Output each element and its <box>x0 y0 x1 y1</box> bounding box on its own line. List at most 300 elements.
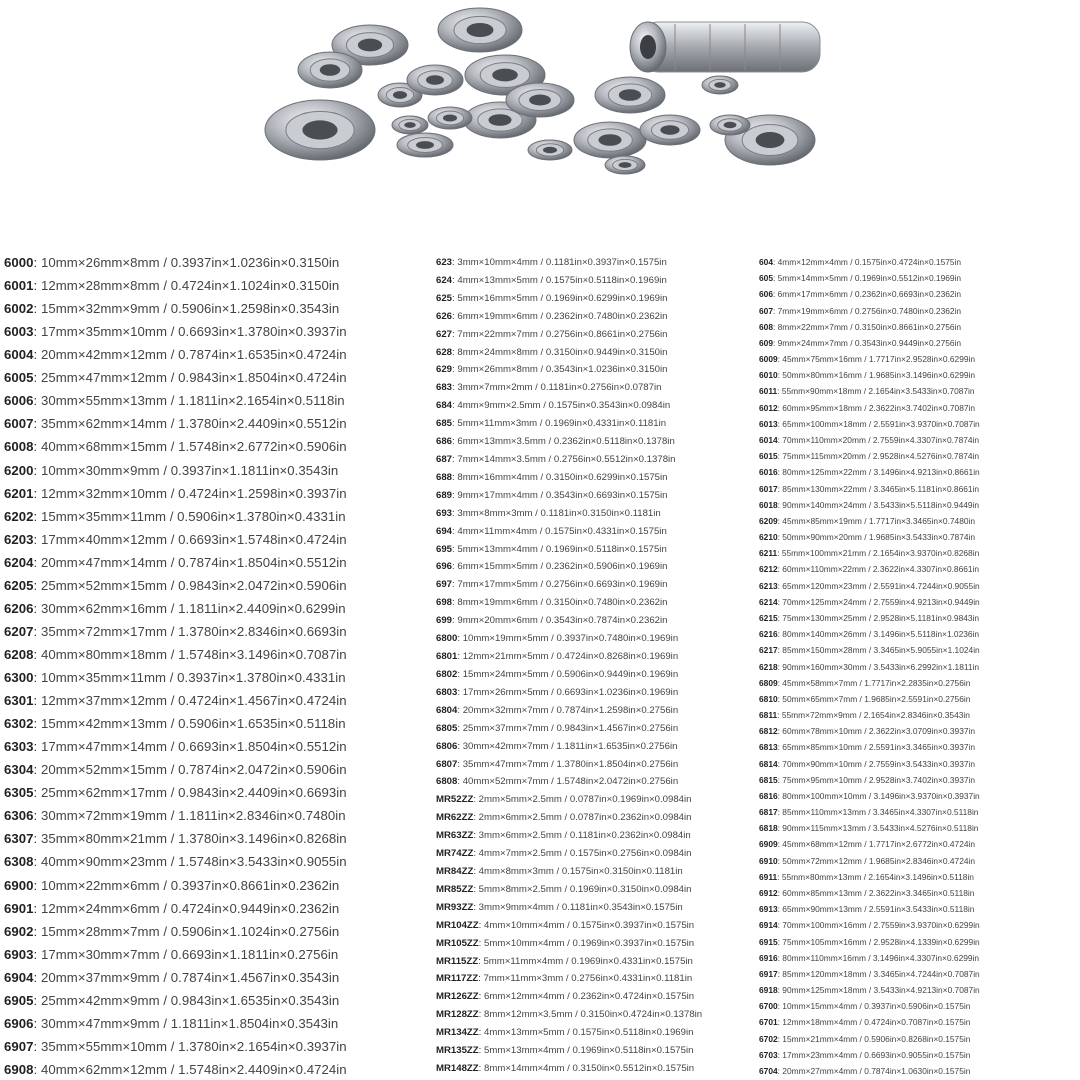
spec-row: 6902: 15mm×28mm×7mm / 0.5906in×1.1024in×0.2756in <box>4 923 340 939</box>
spec-row: 695: 5mm×13mm×4mm / 0.1969in×0.5118in×0.1575in <box>436 543 667 555</box>
spec-row: 6218: 90mm×160mm×30mm / 3.5433in×6.2992in×1.1811in <box>759 661 980 672</box>
spec-row: 685: 5mm×11mm×3mm / 0.1969in×0.4331in×0.1181in <box>436 418 667 430</box>
bearing-dimensions: 20mm×27mm×4mm / 0.7874in×1.0630in×0.1575in <box>782 1066 971 1076</box>
bearing-dimensions: 60mm×78mm×10mm / 2.3622in×3.0709in×0.3937in <box>782 726 976 737</box>
bearing-dimensions: 3mm×10mm×4mm / 0.1181in×0.3937in×0.1575in <box>457 257 667 268</box>
spec-row: 6014: 70mm×110mm×20mm / 2.7559in×4.3307in×0.7874in <box>759 434 980 445</box>
spec-row: 6004: 20mm×42mm×12mm / 0.7874in×1.6535in×0.4724in <box>4 347 347 363</box>
bearing-code: 688 <box>436 471 453 483</box>
bearing-code: 6813 <box>759 742 778 753</box>
bearing-code: MR148ZZ <box>436 1063 479 1074</box>
bearing-dimensions: 10mm×19mm×5mm / 0.3937in×0.7480in×0.1969in <box>462 633 679 645</box>
bearing-code: 6908 <box>4 1062 34 1077</box>
bearing-code: 6007 <box>4 416 34 432</box>
spec-row: 6006: 30mm×55mm×13mm / 1.1811in×2.1654in×0.5118in <box>4 393 345 409</box>
spec-row: 6007: 35mm×62mm×14mm / 1.3780in×2.4409in×0.5512in <box>4 416 347 432</box>
spec-row: 6013: 65mm×100mm×18mm / 2.5591in×3.9370in×0.7087in <box>759 418 980 429</box>
bearing-code: 6215 <box>759 612 778 623</box>
spec-row: MR52ZZ: 2mm×5mm×2.5mm / 0.0787in×0.1969in×0.0984in <box>436 794 692 806</box>
bearing-dimensions: 20mm×42mm×12mm / 0.7874in×1.6535in×0.4724in <box>40 347 347 363</box>
bearing-code: 6003 <box>4 324 34 340</box>
spec-row: 6216: 80mm×140mm×26mm / 3.1496in×5.5118in×1.0236in <box>759 629 980 640</box>
bearing-dimensions: 9mm×20mm×6mm / 0.3543in×0.7874in×0.2362in <box>457 615 668 627</box>
bearing-dimensions: 55mm×90mm×18mm / 2.1654in×3.5433in×0.7087in <box>781 386 975 397</box>
bearing-code: 6304 <box>4 762 34 778</box>
bearing-code: MR126ZZ <box>436 991 479 1003</box>
bearing-code: MR115ZZ <box>436 955 479 967</box>
ball-bearings-photo <box>250 0 830 200</box>
bearing-dimensions: 15mm×35mm×11mm / 0.5906in×1.3780in×0.4331in <box>40 508 346 524</box>
bearing-code: 6907 <box>4 1038 34 1054</box>
spec-row: 6305: 25mm×62mm×17mm / 0.9843in×2.4409in×0.6693in <box>4 785 347 801</box>
bearing-dimensions: 12mm×37mm×12mm / 0.4724in×1.4567in×0.4724in <box>40 693 347 709</box>
bearing-code: 6912 <box>759 888 778 899</box>
spec-row: 6803: 17mm×26mm×5mm / 0.6693in×1.0236in×0.1969in <box>436 686 679 698</box>
spec-row: 605: 5mm×14mm×5mm / 0.1969in×0.5512in×0.1969in <box>759 273 962 284</box>
bearing-dimensions: 5mm×11mm×4mm / 0.1969in×0.4331in×0.1575in <box>483 955 693 967</box>
bearing-code: 6217 <box>759 645 778 656</box>
bearing-dimensions: 30mm×47mm×9mm / 1.1811in×1.8504in×0.3543in <box>40 1015 339 1031</box>
bearing-dimensions: 9mm×24mm×7mm / 0.3543in×0.9449in×0.2756in <box>777 337 962 348</box>
bearing-code: 6004 <box>4 347 34 363</box>
spec-row: 693: 3mm×8mm×3mm / 0.1181in×0.3150in×0.1181in <box>436 507 661 519</box>
spec-row: MR62ZZ: 2mm×6mm×2.5mm / 0.0787in×0.2362in×0.0984in <box>436 812 692 824</box>
bearing-dimensions: 85mm×120mm×18mm / 3.3465in×4.7244in×0.7087in <box>782 968 980 979</box>
bearing-dimensions: 17mm×30mm×7mm / 0.6693in×1.1811in×0.2756in <box>40 946 339 962</box>
bearing-code: 6213 <box>759 580 778 591</box>
bearing-dimensions: 90mm×125mm×18mm / 3.5433in×4.9213in×0.7087in <box>782 985 980 996</box>
spec-row: 609: 9mm×24mm×7mm / 0.3543in×0.9449in×0.2756in <box>759 337 962 348</box>
spec-row: MR115ZZ: 5mm×11mm×4mm / 0.1969in×0.4331in×0.1575in <box>436 955 693 967</box>
bearing-dimensions: 7mm×19mm×6mm / 0.2756in×0.7480in×0.2362in <box>777 305 962 316</box>
bearing-dimensions: 7mm×11mm×3mm / 0.2756in×0.4331in×0.1181in <box>483 973 693 985</box>
bearing-code: 6800 <box>436 633 458 645</box>
bearing-dimensions: 20mm×52mm×15mm / 0.7874in×2.0472in×0.5906in <box>40 762 347 778</box>
bearing-dimensions: 45mm×75mm×16mm / 1.7717in×2.9528in×0.6299in <box>782 354 976 365</box>
bearing-code: 6703 <box>759 1049 778 1060</box>
bearing-code: 6911 <box>759 871 778 882</box>
bearing-code: 6212 <box>759 564 778 575</box>
spec-row: 6000: 10mm×26mm×8mm / 0.3937in×1.0236in×0.3150in <box>4 255 340 270</box>
bearing-code: 686 <box>436 436 453 448</box>
bearing-code: 694 <box>436 525 453 537</box>
spec-row: 687: 7mm×14mm×3.5mm / 0.2756in×0.5512in×0.1378in <box>436 454 676 466</box>
bearing-code: 6915 <box>759 936 778 947</box>
spec-row: MR134ZZ: 4mm×13mm×5mm / 0.1575in×0.5118in×0.1969in <box>436 1027 694 1039</box>
spec-row: 6303: 17mm×47mm×14mm / 0.6693in×1.8504in×0.5512in <box>4 739 347 755</box>
spec-row: 6308: 40mm×90mm×23mm / 1.5748in×3.5433in×0.9055in <box>4 854 347 870</box>
bearing-code: 6804 <box>436 704 458 716</box>
bearing-code: 6818 <box>759 823 778 834</box>
bearing-dimensions: 50mm×90mm×20mm / 1.9685in×3.5433in×0.7874in <box>782 532 976 543</box>
spec-row: 6912: 60mm×85mm×13mm / 2.3622in×3.3465in×0.5118in <box>759 888 975 899</box>
spec-row: 6700: 10mm×15mm×4mm / 0.3937in×0.5906in×0.1575in <box>759 1001 971 1012</box>
spec-row: MR148ZZ: 8mm×14mm×4mm / 0.3150in×0.5512in×0.1575in <box>436 1063 695 1074</box>
bearing-code: 6917 <box>759 968 778 979</box>
bearing-code: 6805 <box>436 722 458 734</box>
spec-row: 608: 8mm×22mm×7mm / 0.3150in×0.8661in×0.2756in <box>759 321 962 332</box>
spec-row: 6901: 12mm×24mm×6mm / 0.4724in×0.9449in×0.2362in <box>4 900 340 916</box>
bearing-dimensions: 40mm×68mm×15mm / 1.5748in×2.6772in×0.5906in <box>40 439 347 455</box>
bearing-code: 625 <box>436 292 453 304</box>
spec-row: 6818: 90mm×115mm×13mm / 3.5433in×4.5276in×0.5118in <box>759 823 979 834</box>
spec-row: 6809: 45mm×58mm×7mm / 1.7717in×2.2835in×0.2756in <box>759 677 971 688</box>
bearing-dimensions: 75mm×130mm×25mm / 2.9528in×5.1181in×0.9843in <box>782 612 980 623</box>
bearing-code: 6801 <box>436 651 458 663</box>
bearing-dimensions: 12mm×18mm×4mm / 0.4724in×0.7087in×0.1575in <box>782 1017 971 1028</box>
bearing-code: 6209 <box>759 515 778 526</box>
spec-row: 683: 3mm×7mm×2mm / 0.1181in×0.2756in×0.0787in <box>436 382 662 394</box>
bearing-dimensions: 3mm×9mm×4mm / 0.1181in×0.3543in×0.1575in <box>478 901 683 913</box>
spec-row: 6003: 17mm×35mm×10mm / 0.6693in×1.3780in×0.3937in <box>4 324 347 340</box>
spec-row: 6813: 65mm×85mm×10mm / 2.5591in×3.3465in×0.3937in <box>759 742 976 753</box>
spec-row: 6703: 17mm×23mm×4mm / 0.6693in×0.9055in×0.1575in <box>759 1049 971 1060</box>
spec-row: 6900: 10mm×22mm×6mm / 0.3937in×0.8661in×0.2362in <box>4 877 340 893</box>
bearing-dimensions: 12mm×24mm×6mm / 0.4724in×0.9449in×0.2362in <box>40 900 340 916</box>
bearing-code: MR74ZZ <box>436 848 474 860</box>
spec-row: 6214: 70mm×125mm×24mm / 2.7559in×4.9213in×0.9449in <box>759 596 980 607</box>
bearing-code: 6811 <box>759 710 778 721</box>
bearing-dimensions: 8mm×24mm×8mm / 0.3150in×0.9449in×0.3150in <box>457 346 668 358</box>
bearing-code: 6817 <box>759 807 778 818</box>
bearing-code: 6802 <box>436 668 458 680</box>
bearing-code: 6910 <box>759 855 778 866</box>
spec-row: 6916: 80mm×110mm×16mm / 3.1496in×4.3307in×0.6299in <box>759 952 980 963</box>
bearing-code: MR104ZZ <box>436 919 479 931</box>
bearing-dimensions: 17mm×23mm×4mm / 0.6693in×0.9055in×0.1575in <box>782 1049 971 1060</box>
spec-row: 6301: 12mm×37mm×12mm / 0.4724in×1.4567in×0.4724in <box>4 693 347 709</box>
spec-row: 6805: 25mm×37mm×7mm / 0.9843in×1.4567in×0.2756in <box>436 722 679 734</box>
bearing-dimensions: 65mm×90mm×13mm / 2.5591in×3.5433in×0.5118in <box>782 904 975 915</box>
bearing-dimensions: 17mm×47mm×14mm / 0.6693in×1.8504in×0.5512in <box>40 739 347 755</box>
spec-row: 697: 7mm×17mm×5mm / 0.2756in×0.6693in×0.1969in <box>436 579 668 591</box>
bearing-dimensions: 35mm×55mm×10mm / 1.3780in×2.1654in×0.3937in <box>40 1038 347 1054</box>
spec-row: 6217: 85mm×150mm×28mm / 3.3465in×5.9055in×1.1024in <box>759 645 980 656</box>
bearing-dimensions: 45mm×85mm×19mm / 1.7717in×3.3465in×0.7480in <box>782 515 976 526</box>
bearing-dimensions: 7mm×14mm×3.5mm / 0.2756in×0.5512in×0.1378in <box>457 454 676 466</box>
spec-row: 6807: 35mm×47mm×7mm / 1.3780in×1.8504in×0.2756in <box>436 758 679 770</box>
bearing-dimensions: 55mm×100mm×21mm / 2.1654in×3.9370in×0.8268in <box>781 548 980 559</box>
bearing-code: 6901 <box>4 900 34 916</box>
bearing-dimensions: 7mm×17mm×5mm / 0.2756in×0.6693in×0.1969in <box>457 579 668 591</box>
bearing-dimensions: 30mm×42mm×7mm / 1.1811in×1.6535in×0.2756in <box>462 740 678 752</box>
bearing-code: MR105ZZ <box>436 937 479 949</box>
bearing-code: 6002 <box>4 301 34 317</box>
bearing-code: 6218 <box>759 661 778 672</box>
spec-row: 6002: 15mm×32mm×9mm / 0.5906in×1.2598in×0.3543in <box>4 301 340 317</box>
bearing-code: 6904 <box>4 969 34 985</box>
bearing-dimensions: 6mm×15mm×5mm / 0.2362in×0.5906in×0.1969in <box>457 561 668 573</box>
bearing-dimensions: 85mm×110mm×13mm / 3.3465in×4.3307in×0.5118in <box>782 807 979 818</box>
bearing-code: 6214 <box>759 596 778 607</box>
spec-row: 6802: 15mm×24mm×5mm / 0.5906in×0.9449in×0.1969in <box>436 668 679 680</box>
bearing-dimensions: 4mm×8mm×3mm / 0.1575in×0.3150in×0.1181in <box>478 865 683 877</box>
bearing-code: 605 <box>759 273 773 284</box>
spec-row: 699: 9mm×20mm×6mm / 0.3543in×0.7874in×0.2362in <box>436 615 668 627</box>
bearing-dimensions: 50mm×72mm×12mm / 1.9685in×2.8346in×0.4724in <box>782 855 976 866</box>
bearing-code: 6810 <box>759 693 778 704</box>
bearing-dimensions: 70mm×125mm×24mm / 2.7559in×4.9213in×0.9449in <box>782 596 980 607</box>
bearing-code: 609 <box>759 337 773 348</box>
bearing-dimensions: 55mm×72mm×9mm / 2.1654in×2.8346in×0.3543in <box>781 710 970 721</box>
bearing-dimensions: 5mm×14mm×5mm / 0.1969in×0.5512in×0.1969in <box>777 273 962 284</box>
bearing-dimensions: 8mm×16mm×4mm / 0.3150in×0.6299in×0.1575in <box>457 471 668 483</box>
bearing-dimensions: 80mm×125mm×22mm / 3.1496in×4.9213in×0.8661in <box>782 467 980 478</box>
bearing-dimensions: 2mm×5mm×2.5mm / 0.0787in×0.1969in×0.0984in <box>478 794 692 806</box>
bearing-code: MR134ZZ <box>436 1027 479 1039</box>
bearing-dimensions: 6mm×12mm×4mm / 0.2362in×0.4724in×0.1575in <box>484 991 695 1003</box>
bearing-dimensions: 4mm×9mm×2.5mm / 0.1575in×0.3543in×0.0984in <box>457 400 671 412</box>
spec-row: 6913: 65mm×90mm×13mm / 2.5591in×3.5433in×0.5118in <box>759 904 975 915</box>
spec-row: 628: 8mm×24mm×8mm / 0.3150in×0.9449in×0.3150in <box>436 346 668 358</box>
bearing-dimensions: 15mm×28mm×7mm / 0.5906in×1.1024in×0.2756in <box>40 923 340 939</box>
spec-row: 6905: 25mm×42mm×9mm / 0.9843in×1.6535in×0.3543in <box>4 992 340 1008</box>
bearing-dimensions: 12mm×21mm×5mm / 0.4724in×0.8268in×0.1969in <box>462 651 679 663</box>
bearing-code: 685 <box>436 418 453 430</box>
bearing-code: 6307 <box>4 831 34 847</box>
spec-row: 6206: 30mm×62mm×16mm / 1.1811in×2.4409in×0.6299in <box>4 600 346 616</box>
bearing-code: MR117ZZ <box>436 973 479 985</box>
bearing-code: MR93ZZ <box>436 901 474 913</box>
bearing-dimensions: 20mm×37mm×9mm / 0.7874in×1.4567in×0.3543in <box>40 969 340 985</box>
spec-row: 607: 7mm×19mm×6mm / 0.2756in×0.7480in×0.2362in <box>759 305 962 316</box>
spec-row: 6009: 45mm×75mm×16mm / 1.7717in×2.9528in×0.6299in <box>759 354 976 365</box>
bearing-code: 6300 <box>4 670 34 686</box>
bearing-code: 628 <box>436 346 453 358</box>
bearing-code: 6206 <box>4 600 34 616</box>
spec-row: 6207: 35mm×72mm×17mm / 1.3780in×2.8346in×0.6693in <box>4 623 347 639</box>
spec-row: MR104ZZ: 4mm×10mm×4mm / 0.1575in×0.3937in×0.1575in <box>436 919 695 931</box>
bearing-code: 6302 <box>4 716 34 732</box>
bearing-code: 6205 <box>4 577 34 593</box>
bearing-code: 6806 <box>436 740 458 752</box>
spec-row: 6300: 10mm×35mm×11mm / 0.3937in×1.3780in×0.4331in <box>4 670 346 686</box>
spec-row: 627: 7mm×22mm×7mm / 0.2756in×0.8661in×0.2756in <box>436 328 668 340</box>
bearing-code: 608 <box>759 321 773 332</box>
bearing-code: 683 <box>436 382 453 394</box>
bearing-code: 6308 <box>4 854 34 870</box>
bearing-dimensions: 35mm×62mm×14mm / 1.3780in×2.4409in×0.5512in <box>40 416 347 432</box>
bearing-code: 6903 <box>4 946 34 962</box>
spec-row: 6906: 30mm×47mm×9mm / 1.1811in×1.8504in×0.3543in <box>4 1015 339 1031</box>
bearing-dimensions: 17mm×35mm×10mm / 0.6693in×1.3780in×0.3937in <box>40 324 347 340</box>
bearing-dimensions: 4mm×13mm×5mm / 0.1575in×0.5118in×0.1969in <box>457 274 667 286</box>
bearing-code: 6807 <box>436 758 458 770</box>
bearing-dimensions: 75mm×105mm×16mm / 2.9528in×4.1339in×0.6299in <box>782 936 980 947</box>
bearing-dimensions: 80mm×110mm×16mm / 3.1496in×4.3307in×0.6299in <box>782 952 980 963</box>
spec-row: MR85ZZ: 5mm×8mm×2.5mm / 0.1969in×0.3150in×0.0984in <box>436 883 692 895</box>
spec-row: 6917: 85mm×120mm×18mm / 3.3465in×4.7244in×0.7087in <box>759 968 980 979</box>
bearing-code: 687 <box>436 454 453 466</box>
spec-row: MR117ZZ: 7mm×11mm×3mm / 0.2756in×0.4331in×0.1181in <box>436 973 693 985</box>
bearing-dimensions: 75mm×95mm×10mm / 2.9528in×3.7402in×0.3937in <box>782 774 976 785</box>
bearing-dimensions: 4mm×13mm×5mm / 0.1575in×0.5118in×0.1969in <box>484 1027 694 1039</box>
bearing-dimensions: 8mm×12mm×3.5mm / 0.3150in×0.4724in×0.1378in <box>484 1009 703 1021</box>
bearing-code: 6009 <box>759 354 778 365</box>
spec-row: 6211: 55mm×100mm×21mm / 2.1654in×3.9370in×0.8268in <box>759 548 980 559</box>
spec-row: 6307: 35mm×80mm×21mm / 1.3780in×3.1496in×0.8268in <box>4 831 347 847</box>
spec-row: 6907: 35mm×55mm×10mm / 1.3780in×2.1654in×0.3937in <box>4 1038 347 1054</box>
spec-row: 625: 5mm×16mm×5mm / 0.1969in×0.6299in×0.1969in <box>436 292 668 304</box>
spec-row: 6213: 65mm×120mm×23mm / 2.5591in×4.7244in×0.9055in <box>759 580 980 591</box>
spec-row: 6203: 17mm×40mm×12mm / 0.6693in×1.5748in×0.4724in <box>4 531 347 547</box>
spec-row: MR84ZZ: 4mm×8mm×3mm / 0.1575in×0.3150in×0.1181in <box>436 865 683 877</box>
spec-row: 6904: 20mm×37mm×9mm / 0.7874in×1.4567in×0.3543in <box>4 969 340 985</box>
bearing-dimensions: 4mm×12mm×4mm / 0.1575in×0.4724in×0.1575in <box>777 257 962 267</box>
bearing-dimensions: 40mm×52mm×7mm / 1.5748in×2.0472in×0.2756in <box>462 776 679 788</box>
bearing-code: 6905 <box>4 992 34 1008</box>
bearing-code: 6702 <box>759 1033 778 1044</box>
bearing-code: 629 <box>436 364 453 376</box>
spec-row: 6205: 25mm×52mm×15mm / 0.9843in×2.0472in×0.5906in <box>4 577 347 593</box>
bearing-code: 6809 <box>759 677 778 688</box>
bearing-code: 699 <box>436 615 453 627</box>
spec-row: 6215: 75mm×130mm×25mm / 2.9528in×5.1181in×0.9843in <box>759 612 980 623</box>
bearing-dimensions: 65mm×120mm×23mm / 2.5591in×4.7244in×0.9055in <box>782 580 980 591</box>
bearing-dimensions: 80mm×100mm×10mm / 3.1496in×3.9370in×0.3937in <box>782 790 980 801</box>
bearing-code: 6916 <box>759 952 778 963</box>
bearing-dimensions: 6mm×19mm×6mm / 0.2362in×0.7480in×0.2362in <box>457 310 668 322</box>
bearing-code: 604 <box>759 257 773 267</box>
bearing-dimensions: 45mm×58mm×7mm / 1.7717in×2.2835in×0.2756in <box>782 677 971 688</box>
spec-row: MR128ZZ: 8mm×12mm×3.5mm / 0.3150in×0.4724in×0.1378in <box>436 1009 703 1021</box>
bearing-code: 6906 <box>4 1015 34 1031</box>
bearing-dimensions: 3mm×7mm×2mm / 0.1181in×0.2756in×0.0787in <box>457 382 662 394</box>
bearing-dimensions: 60mm×95mm×18mm / 2.3622in×3.7402in×0.7087in <box>782 402 976 413</box>
bearing-dimensions: 25mm×52mm×15mm / 0.9843in×2.0472in×0.5906in <box>40 577 347 593</box>
bearing-dimensions: 45mm×68mm×12mm / 1.7717in×2.6772in×0.4724in <box>782 839 976 850</box>
spec-row: 6811: 55mm×72mm×9mm / 2.1654in×2.8346in×0.3543in <box>759 710 970 721</box>
bearing-dimensions: 4mm×11mm×4mm / 0.1575in×0.4331in×0.1575in <box>457 525 667 537</box>
spec-row: 6010: 50mm×80mm×16mm / 1.9685in×3.1496in×0.6299in <box>759 370 976 381</box>
bearing-dimensions: 40mm×80mm×18mm / 1.5748in×3.1496in×0.7087in <box>40 646 347 662</box>
spec-row: 6015: 75mm×115mm×20mm / 2.9528in×4.5276in×0.7874in <box>759 451 980 462</box>
bearing-dimensions: 15mm×42mm×13mm / 0.5906in×1.6535in×0.5118in <box>40 716 346 732</box>
spec-row: 6810: 50mm×65mm×7mm / 1.9685in×2.5591in×0.2756in <box>759 693 971 704</box>
bearing-dimensions: 4mm×10mm×4mm / 0.1575in×0.3937in×0.1575in <box>484 919 695 931</box>
spec-row: 626: 6mm×19mm×6mm / 0.2362in×0.7480in×0.2362in <box>436 310 668 322</box>
spec-row: 624: 4mm×13mm×5mm / 0.1575in×0.5118in×0.1969in <box>436 274 667 286</box>
bearing-code: MR128ZZ <box>436 1009 479 1021</box>
spec-row: 6801: 12mm×21mm×5mm / 0.4724in×0.8268in×0.1969in <box>436 651 679 663</box>
bearing-dimensions: 65mm×100mm×18mm / 2.5591in×3.9370in×0.7087in <box>782 418 980 429</box>
spec-row: MR63ZZ: 3mm×6mm×2.5mm / 0.1181in×0.2362in×0.0984in <box>436 830 691 842</box>
bearing-code: 6210 <box>759 532 778 543</box>
spec-row: MR105ZZ: 5mm×10mm×4mm / 0.1969in×0.3937in×0.1575in <box>436 937 695 949</box>
spec-row: 688: 8mm×16mm×4mm / 0.3150in×0.6299in×0.1575in <box>436 471 668 483</box>
spec-row: 6908: 40mm×62mm×12mm / 1.5748in×2.4409in×0.4724in <box>4 1062 347 1077</box>
spec-row: 698: 8mm×19mm×6mm / 0.3150in×0.7480in×0.2362in <box>436 597 668 609</box>
bearing-code: 6902 <box>4 923 34 939</box>
bearing-dimensions: 30mm×55mm×13mm / 1.1811in×2.1654in×0.5118in <box>40 393 345 409</box>
spec-row: 6911: 55mm×80mm×13mm / 2.1654in×3.1496in×0.5118in <box>759 871 974 882</box>
bearing-code: 6005 <box>4 370 34 386</box>
bearing-dimensions: 65mm×85mm×10mm / 2.5591in×3.3465in×0.3937in <box>782 742 976 753</box>
bearing-code: 6808 <box>436 776 458 788</box>
spec-row: 6001: 12mm×28mm×8mm / 0.4724in×1.1024in×0.3150in <box>4 278 340 294</box>
spec-row: MR135ZZ: 5mm×13mm×4mm / 0.1969in×0.5118in×0.1575in <box>436 1045 694 1057</box>
bearing-code: 6216 <box>759 629 778 640</box>
bearing-code: 6008 <box>4 439 34 455</box>
spec-row: 6903: 17mm×30mm×7mm / 0.6693in×1.1811in×0.2756in <box>4 946 339 962</box>
bearing-code: 6011 <box>759 386 778 397</box>
bearing-dimensions: 80mm×140mm×26mm / 3.1496in×5.5118in×1.0236in <box>782 629 980 640</box>
bearing-code: MR52ZZ <box>436 794 474 806</box>
bearing-dimensions: 60mm×85mm×13mm / 2.3622in×3.3465in×0.5118in <box>782 888 975 899</box>
spec-row: 6808: 40mm×52mm×7mm / 1.5748in×2.0472in×0.2756in <box>436 776 679 788</box>
bearing-dimensions: 30mm×62mm×16mm / 1.1811in×2.4409in×0.6299in <box>40 600 346 616</box>
bearing-dimensions: 5mm×8mm×2.5mm / 0.1969in×0.3150in×0.0984in <box>478 883 692 895</box>
bearing-dimensions: 10mm×30mm×9mm / 0.3937in×1.1811in×0.3543in <box>40 462 339 478</box>
bearing-code: MR85ZZ <box>436 883 474 895</box>
spec-row: 6016: 80mm×125mm×22mm / 3.1496in×4.9213in×0.8661in <box>759 467 980 478</box>
bearing-dimensions: 7mm×22mm×7mm / 0.2756in×0.8661in×0.2756in <box>457 328 668 340</box>
spec-row: 6304: 20mm×52mm×15mm / 0.7874in×2.0472in×0.5906in <box>4 762 347 778</box>
bearing-code: 6700 <box>759 1001 778 1012</box>
bearing-code: 627 <box>436 328 453 340</box>
bearing-dimensions: 9mm×17mm×4mm / 0.3543in×0.6693in×0.1575in <box>457 489 668 501</box>
spec-row: 6017: 85mm×130mm×22mm / 3.3465in×5.1181in×0.8661in <box>759 483 980 494</box>
bearing-code: 6815 <box>759 774 778 785</box>
spec-row: 6816: 80mm×100mm×10mm / 3.1496in×3.9370in×0.3937in <box>759 790 980 801</box>
spec-row: 606: 6mm×17mm×6mm / 0.2362in×0.6693in×0.2362in <box>759 289 962 300</box>
spec-row: MR126ZZ: 6mm×12mm×4mm / 0.2362in×0.4724in×0.1575in <box>436 991 695 1003</box>
spec-row: 6204: 20mm×47mm×14mm / 0.7874in×1.8504in×0.5512in <box>4 554 347 570</box>
spec-row: 6915: 75mm×105mm×16mm / 2.9528in×4.1339in×0.6299in <box>759 936 980 947</box>
bearing-code: 6306 <box>4 808 34 824</box>
bearing-code: 6018 <box>759 499 778 510</box>
bearing-dimensions: 50mm×80mm×16mm / 1.9685in×3.1496in×0.6299in <box>782 370 976 381</box>
bearing-dimensions: 3mm×6mm×2.5mm / 0.1181in×0.2362in×0.0984in <box>478 830 691 842</box>
bearing-dimensions: 70mm×100mm×16mm / 2.7559in×3.9370in×0.6299in <box>782 920 980 931</box>
bearing-dimensions: 50mm×65mm×7mm / 1.9685in×2.5591in×0.2756in <box>782 693 971 704</box>
spec-row: 6910: 50mm×72mm×12mm / 1.9685in×2.8346in×0.4724in <box>759 855 976 866</box>
bearing-dimensions: 4mm×7mm×2.5mm / 0.1575in×0.2756in×0.0984in <box>478 848 692 860</box>
bearing-dimensions: 17mm×26mm×5mm / 0.6693in×1.0236in×0.1969in <box>462 686 679 698</box>
bearing-code: 6913 <box>759 904 778 915</box>
bearing-code: 697 <box>436 579 453 591</box>
bearing-code: 6017 <box>759 483 778 494</box>
bearing-dimensions: 30mm×72mm×19mm / 1.1811in×2.8346in×0.7480in <box>40 808 346 824</box>
spec-row: 6914: 70mm×100mm×16mm / 2.7559in×3.9370in×0.6299in <box>759 920 980 931</box>
bearing-code: 684 <box>436 400 453 412</box>
bearing-code: 689 <box>436 489 453 501</box>
bearing-dimensions: 5mm×11mm×3mm / 0.1969in×0.4331in×0.1181in <box>457 418 667 430</box>
bearing-code: 6202 <box>4 508 34 524</box>
bearing-dimensions: 10mm×35mm×11mm / 0.3937in×1.3780in×0.4331in <box>40 670 346 686</box>
bearing-code: 6000 <box>4 255 34 270</box>
bearing-code: 6200 <box>4 462 34 478</box>
bearing-code: 6303 <box>4 739 34 755</box>
spec-row: 6302: 15mm×42mm×13mm / 0.5906in×1.6535in×0.5118in <box>4 716 346 732</box>
spec-row: 6012: 60mm×95mm×18mm / 2.3622in×3.7402in×0.7087in <box>759 402 976 413</box>
bearing-code: 6305 <box>4 785 34 801</box>
bearing-dimensions: 35mm×72mm×17mm / 1.3780in×2.8346in×0.6693in <box>40 623 347 639</box>
bearing-code: 6301 <box>4 693 34 709</box>
spec-row: 6005: 25mm×47mm×12mm / 0.9843in×1.8504in×0.4724in <box>4 370 347 386</box>
spec-row: 6814: 70mm×90mm×10mm / 2.7559in×3.5433in×0.3937in <box>759 758 976 769</box>
bearing-code: MR63ZZ <box>436 830 474 842</box>
bearing-code: 698 <box>436 597 453 609</box>
bearing-dimensions: 8mm×19mm×6mm / 0.3150in×0.7480in×0.2362in <box>457 597 668 609</box>
spec-row: 6701: 12mm×18mm×4mm / 0.4724in×0.7087in×0.1575in <box>759 1017 971 1028</box>
bearing-code: 6001 <box>4 278 34 294</box>
spec-row: MR93ZZ: 3mm×9mm×4mm / 0.1181in×0.3543in×0.1575in <box>436 901 683 913</box>
bearing-code: 6816 <box>759 790 778 801</box>
spec-row: 6212: 60mm×110mm×22mm / 2.3622in×4.3307in×0.8661in <box>759 564 980 575</box>
bearing-dimensions: 85mm×150mm×28mm / 3.3465in×5.9055in×1.1024in <box>782 645 980 656</box>
spec-row: MR74ZZ: 4mm×7mm×2.5mm / 0.1575in×0.2756in×0.0984in <box>436 848 692 860</box>
